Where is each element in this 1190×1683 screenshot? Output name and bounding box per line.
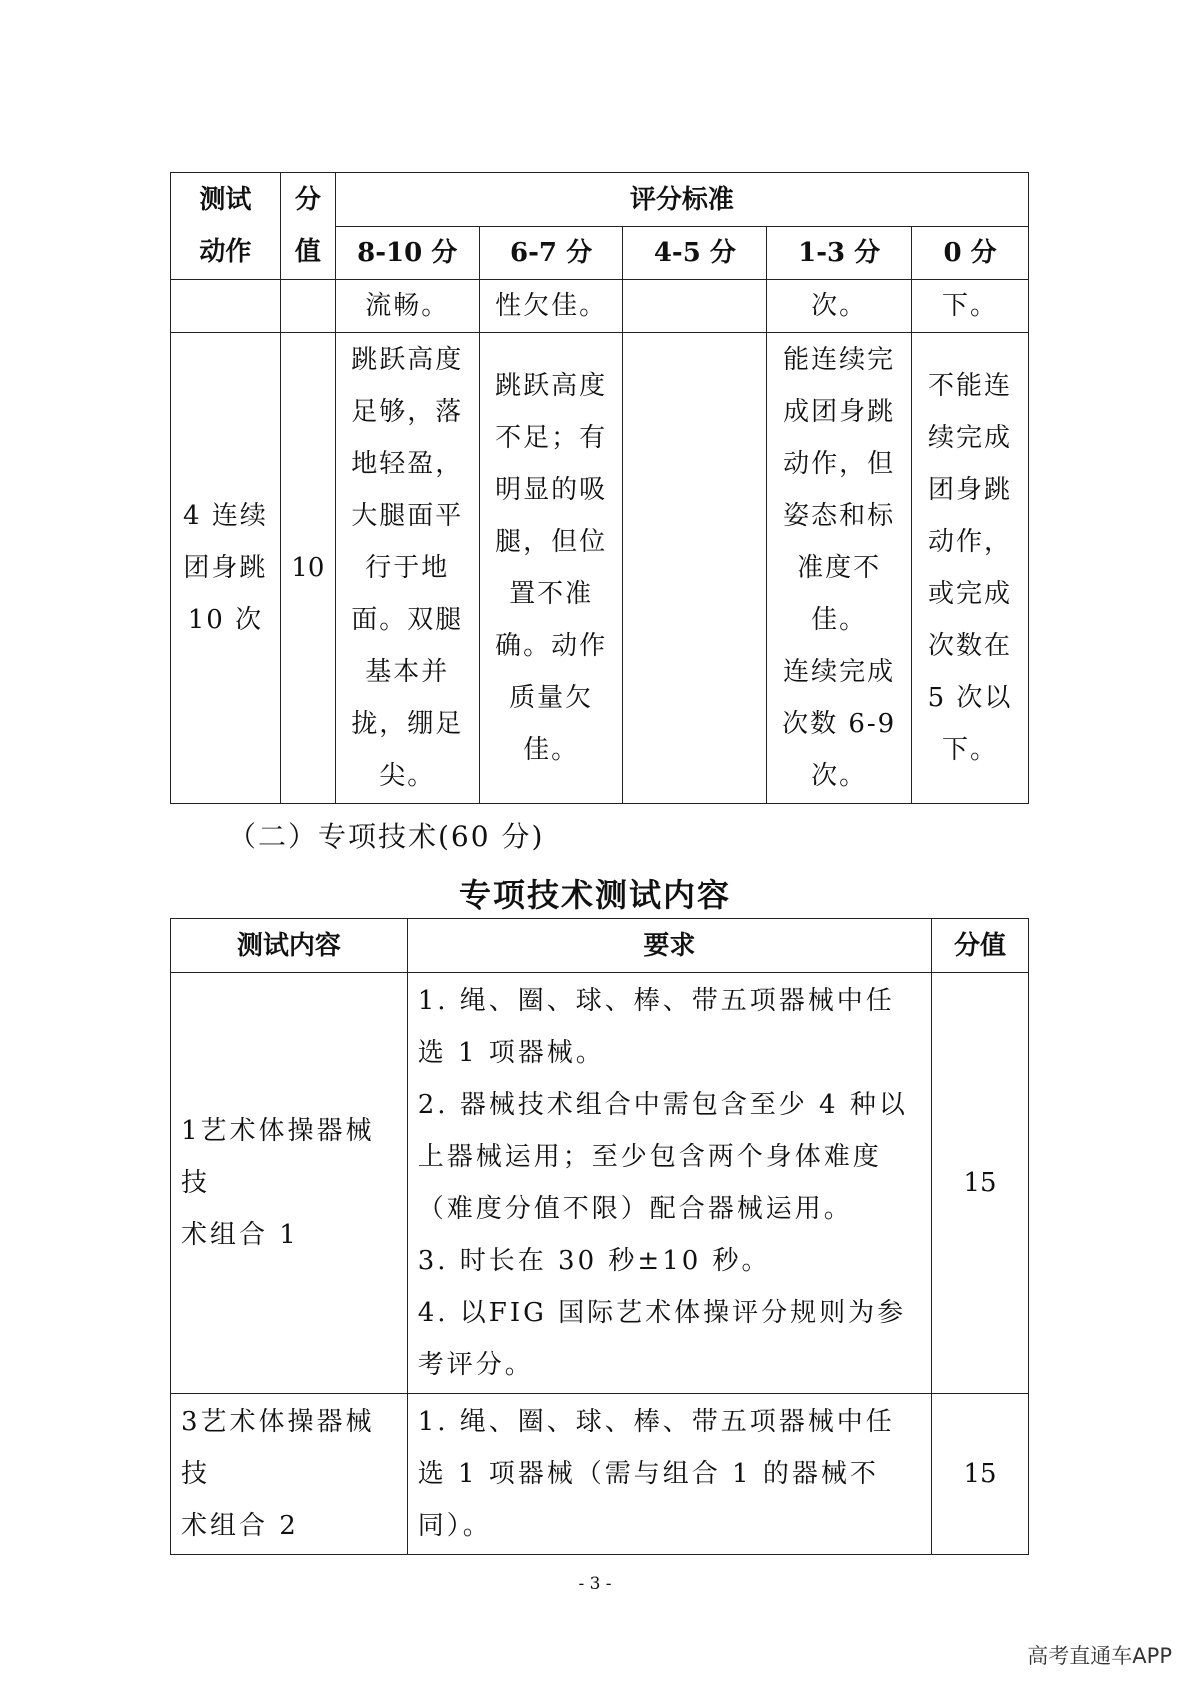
text-line: 不足；有 — [495, 423, 608, 453]
header-score: 分值 — [932, 919, 1029, 973]
text-line: 基本并 — [365, 657, 450, 687]
row-requirements — [407, 1394, 931, 1555]
header-test-action-line1: 测试 — [199, 185, 252, 215]
row-action-line: 10 次 — [187, 605, 264, 635]
text-line: 成团身跳 — [783, 397, 896, 427]
page-number: - 3 - — [578, 1574, 612, 1594]
cont-cell-points — [280, 280, 335, 333]
text-line: 术组合 2 — [181, 1511, 299, 1541]
watermark: 高考直通车APP — [1027, 1644, 1172, 1668]
row-action-line: 团身跳 — [183, 553, 268, 583]
row-level-0 — [912, 333, 1029, 804]
scoring-criteria-table — [170, 172, 1029, 804]
requirement-item: 4. 以FIG 国际艺术体操评分规则为参考评分。 — [417, 1298, 907, 1380]
row-level-6-7 — [479, 333, 623, 804]
table-row — [171, 1394, 1029, 1555]
table-title: 专项技术测试内容 — [458, 876, 731, 914]
text-line: 姿态和标 — [783, 501, 896, 531]
row-action-line: 4 连续 — [183, 501, 268, 531]
header-row — [171, 919, 1029, 973]
header-requirements: 要求 — [407, 919, 931, 973]
text-line: 次数 6-9 — [782, 709, 897, 739]
text-line: 不能连 — [928, 371, 1013, 401]
text-line: 能连续完 — [783, 345, 896, 375]
text-line: 动作， — [928, 527, 1013, 557]
text-line: 质量欠 — [509, 683, 594, 713]
text-line: 次数在 — [928, 631, 1013, 661]
requirement-item: 3. 时长在 30 秒±10 秒。 — [417, 1246, 771, 1276]
text-line: 准度不 — [797, 553, 882, 583]
row-requirements — [407, 973, 931, 1394]
special-skills-table — [170, 918, 1029, 1555]
continuation-row — [171, 280, 1029, 333]
row-level-1-3 — [767, 333, 912, 804]
row-points: 10 — [280, 333, 335, 804]
row-content — [171, 1394, 408, 1555]
header-test-content: 测试内容 — [171, 919, 408, 973]
text-line: 置不准 — [509, 579, 594, 609]
text-line: 3艺术体操器械技 — [181, 1407, 375, 1489]
text-line: 下。 — [942, 735, 999, 765]
header-criteria: 评分标准 — [335, 173, 1028, 227]
text-line: 确。动作 — [495, 631, 608, 661]
text-line: 或完成 — [928, 579, 1013, 609]
requirement-item: 1. 绳、圈、球、棒、带五项器械中任选 1 项器械。 — [417, 986, 895, 1068]
table-row — [171, 973, 1029, 1394]
text-line: 行于地 — [365, 553, 450, 583]
text-line: 地轻盈， — [351, 449, 464, 479]
text-line: 佳。 — [523, 735, 580, 765]
cont-cell-action — [171, 280, 281, 333]
cont-cell-level-1-3: 次。 — [767, 280, 912, 333]
text-line: 足够，落 — [351, 397, 464, 427]
text-line: 动作，但 — [783, 449, 896, 479]
tuck-jump-row — [171, 333, 1029, 804]
row-level-4-5 — [623, 333, 767, 804]
cont-cell-level-0: 下。 — [912, 280, 1029, 333]
row-action — [171, 333, 281, 804]
header-points-line2: 值 — [294, 237, 321, 267]
row-level-8-10 — [335, 333, 479, 804]
cont-cell-level-8-10: 流畅。 — [335, 280, 479, 333]
row-score: 15 — [932, 1394, 1029, 1555]
text-line: 5 次以 — [927, 683, 1013, 713]
header-level-6-7: 6-7 分 — [479, 227, 623, 280]
text-line: 大腿面平 — [351, 501, 464, 531]
text-line: 明显的吸 — [495, 475, 608, 505]
header-level-1-3: 1-3 分 — [767, 227, 912, 280]
text-line: 拢，绷足 — [351, 709, 464, 739]
text-line: 尖。 — [379, 761, 436, 791]
requirement-item: 1. 绳、圈、球、棒、带五项器械中任选 1 项器械（需与组合 1 的器械不同）。 — [417, 1407, 895, 1541]
text-line: 跳跃高度 — [495, 371, 608, 401]
cont-cell-level-4-5 — [623, 280, 767, 333]
header-points-line1: 分 — [294, 185, 321, 215]
text-line: 佳。 — [811, 605, 868, 635]
header-level-0: 0 分 — [912, 227, 1029, 280]
header-test-action-line2: 动作 — [199, 237, 252, 267]
text-line: 1艺术体操器械技 — [181, 1116, 375, 1198]
text-line: 连续完成 — [783, 657, 896, 687]
header-points — [280, 173, 335, 280]
requirement-item: 2. 器械技术组合中需包含至少 4 种以上器械运用；至少包含两个身体难度（难度分值不限）配合器械运用。 — [417, 1090, 908, 1224]
text-line: 术组合 1 — [181, 1220, 299, 1250]
cont-cell-level-6-7: 性欠佳。 — [479, 280, 623, 333]
text-line: 团身跳 — [928, 475, 1013, 505]
text-line: 面。双腿 — [351, 605, 464, 635]
header-level-4-5: 4-5 分 — [623, 227, 767, 280]
text-line: 次。 — [811, 761, 868, 791]
text-line: 跳跃高度 — [351, 345, 464, 375]
row-score: 15 — [932, 973, 1029, 1394]
header-level-8-10: 8-10 分 — [335, 227, 479, 280]
text-line: 续完成 — [928, 423, 1013, 453]
header-test-action — [171, 173, 281, 280]
text-line: 腿，但位 — [495, 527, 608, 557]
row-content — [171, 973, 408, 1394]
section-heading: （二）专项技术(60 分) — [228, 820, 545, 853]
